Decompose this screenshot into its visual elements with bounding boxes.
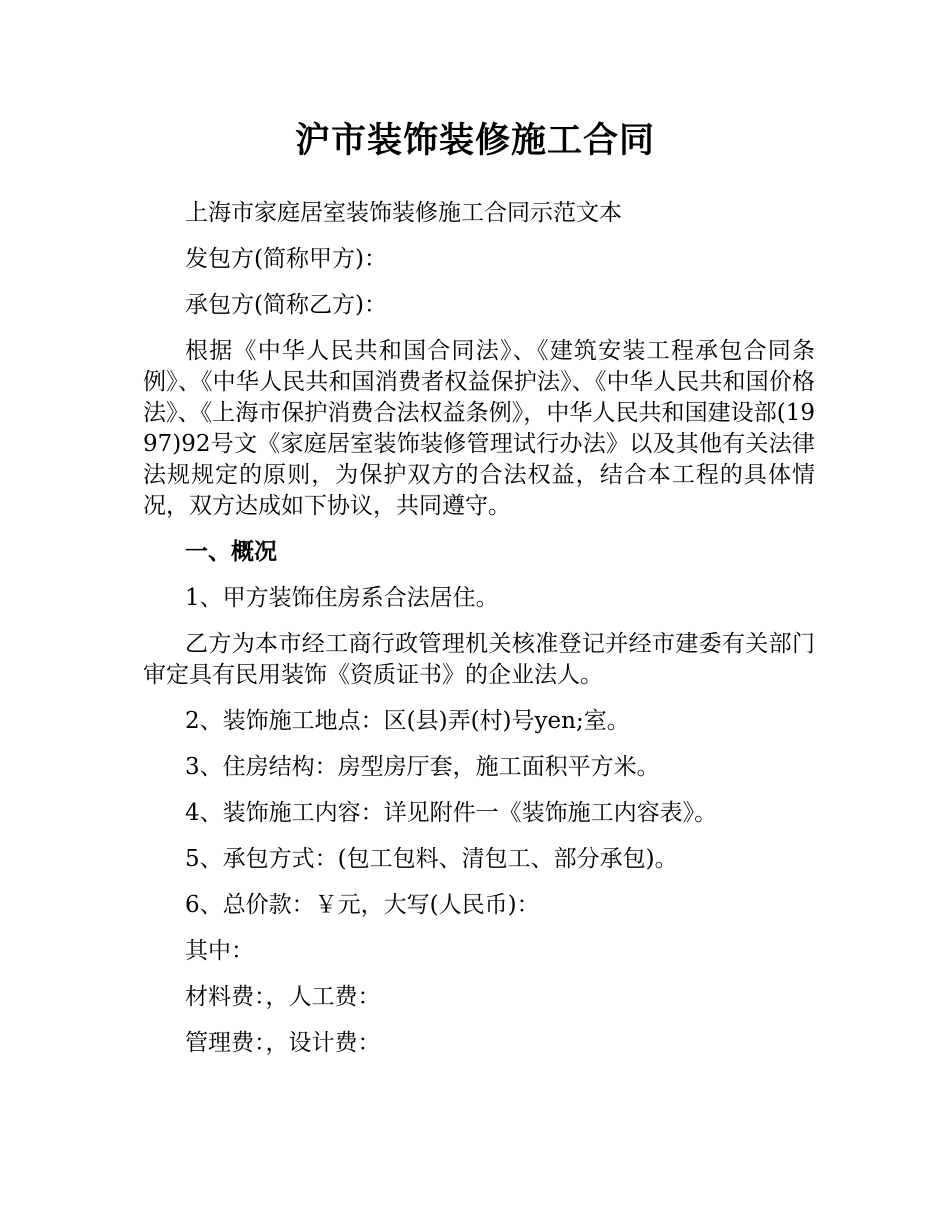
document-body (143, 198, 815, 1074)
party-b-paragraph: 承包方(简称乙方)： (185, 292, 387, 318)
clause-paragraph: 其中： (185, 938, 254, 964)
clause-paragraph: 材料费：，人工费： (185, 984, 381, 1010)
party-a-paragraph: 发包方(简称甲方)： (185, 246, 387, 272)
document-title: 沪市装饰装修施工合同 (294, 121, 655, 161)
clause-paragraph: 3、住房结构：房型房厅套，施工面积平方米。 (185, 754, 660, 780)
clause-paragraph: 5、承包方式：(包工包料、清包工、部分承包)。 (185, 846, 678, 872)
clause-paragraph: 2、装饰施工地点：区(县)弄(村)号yen;室。 (185, 708, 630, 734)
legal-basis-paragraph: 根据《中华人民共和国合同法》、《建筑安装工程承包合同条例》、《中华人民共和国消费者权益保护法》、《中华人民共和国价格法》、《上海市保护消费合法权益条例》，中华人民共和国建设部(1997)92号文《家庭居室装饰装修管理试行办法》以及其他有关法律法规规定的原则，为保护双方的合法权益，结合本工程的具体情况，双方达成如下协议，共同遵守。 (143, 338, 815, 519)
subtitle-paragraph: 上海市家庭居室装饰装修施工合同示范文本 (185, 200, 622, 226)
clause-paragraph: 1、甲方装饰住房系合法居住。 (185, 585, 499, 611)
clause-paragraph: 4、装饰施工内容：详见附件一《装饰施工内容表》。 (185, 800, 718, 826)
clause-paragraph: 乙方为本市经工商行政管理机关核准登记并经市建委有关部门审定具有民用装饰《资质证书》的企业法人。 (143, 631, 815, 688)
clause-paragraph: 6、总价款：￥元，大写(人民币)： (185, 892, 540, 918)
section-heading-overview: 一、概况 (185, 539, 277, 565)
clause-paragraph: 管理费：，设计费： (185, 1030, 381, 1056)
